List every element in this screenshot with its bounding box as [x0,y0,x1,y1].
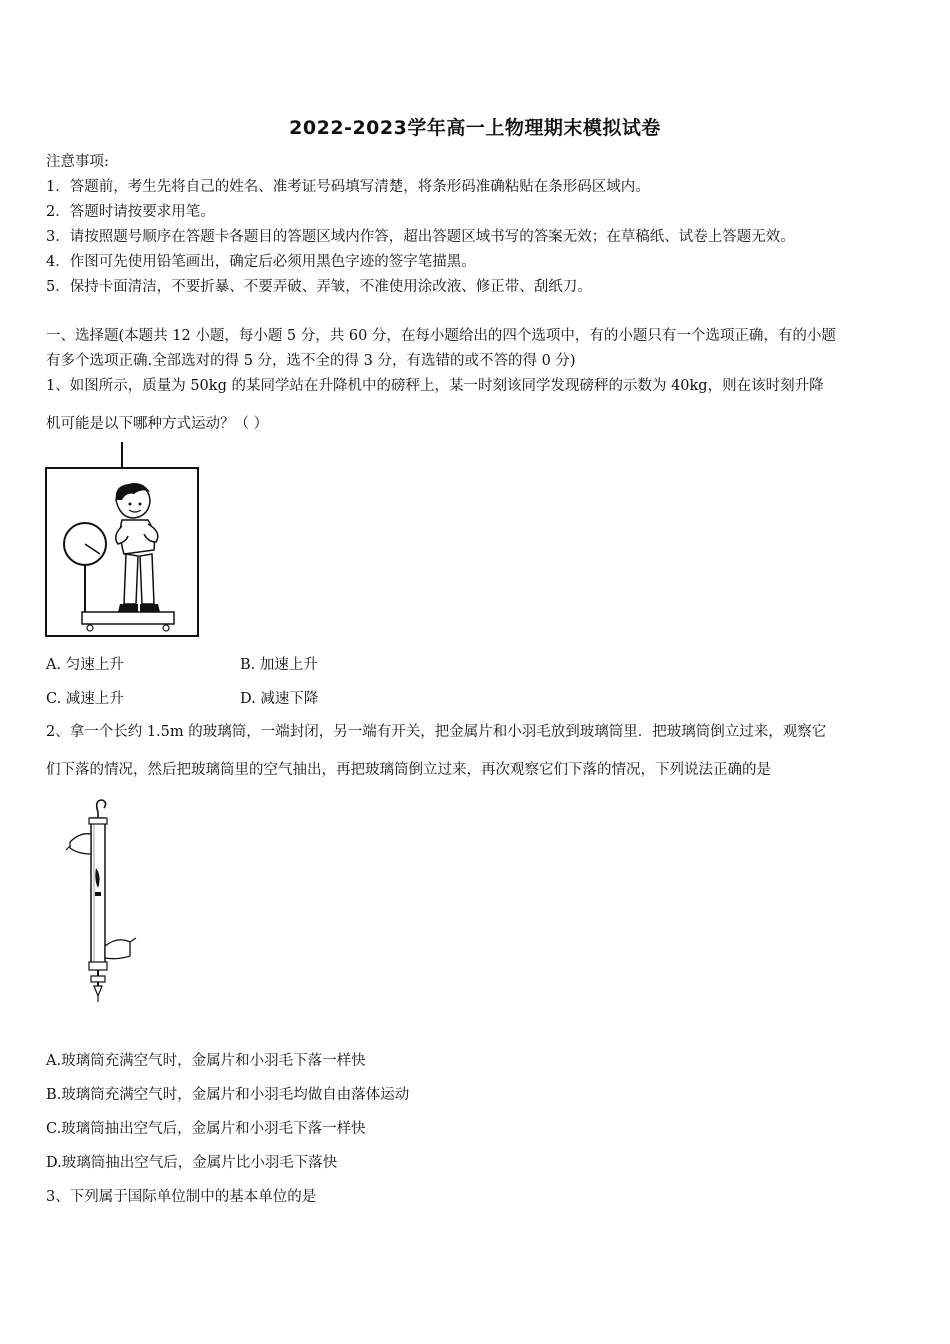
notice-item: 5．保持卡面清洁，不要折暴、不要弄破、弄皱，不准使用涂改液、修正带、刮纸刀。 [46,279,592,295]
glass-tube-figure [64,796,144,1012]
notice-item: 1．答题前，考生先将自己的姓名、准考证号码填写清楚，将条形码准确粘贴在条形码区域内。 [46,179,650,195]
question-2-text: 们下落的情况，然后把玻璃筒里的空气抽出，再把玻璃筒倒立过来，再次观察它们下落的情况，下列说法正确的是 [46,762,771,778]
q2-option-b: B.玻璃筒充满空气时，金属片和小羽毛均做自由落体运动 [46,1087,410,1103]
q2-option-a: A.玻璃筒充满空气时，金属片和小羽毛下落一样快 [46,1053,366,1069]
q1-option-d: D. 减速下降 [240,691,319,707]
question-3-text: 3、下列属于国际单位制中的基本单位的是 [46,1189,317,1205]
q1-option-a: A. 匀速上升 [46,657,124,673]
elevator-scale-figure [44,442,204,646]
question-1-text: 1、如图所示，质量为 50kg 的某同学站在升降机中的磅秤上，某一时刻该同学发现磅秤的示数为 40kg，则在该时刻升降 [46,378,824,394]
section-instructions: 有多个选项正确.全部选对的得 5 分，选不全的得 3 分，有选错的或不答的得 0 分) [46,353,576,369]
notice-item: 3．请按照题号顺序在答题卡各题目的答题区域内作答，超出答题区域书写的答案无效；在草稿纸、试卷上答题无效。 [46,229,795,245]
q1-option-b: B. 加速上升 [240,657,318,673]
notice-item: 2．答题时请按要求用笔。 [46,204,215,220]
question-2-text: 2、拿一个长约 1.5m 的玻璃筒，一端封闭，另一端有开关，把金属片和小羽毛放到玻璃筒里．把玻璃筒倒立过来，观察它 [46,724,827,740]
q2-option-c: C.玻璃筒抽出空气后，金属片和小羽毛下落一样快 [46,1121,366,1137]
q1-option-c: C. 减速上升 [46,691,124,707]
notice-item: 4．作图可先使用铅笔画出，确定后必须用黑色字迹的签字笔描黑。 [46,254,476,270]
notice-heading: 注意事项: [46,154,109,170]
q2-option-d: D.玻璃筒抽出空气后，金属片比小羽毛下落快 [46,1155,338,1171]
section-instructions: 一、选择题(本题共 12 小题，每小题 5 分，共 60 分，在每小题给出的四个选项中，有的小题只有一个选项正确，有的小题 [46,328,836,344]
page-title: 2022-2023学年高一上物理期末模拟试卷 [289,117,661,139]
question-1-text: 机可能是以下哪种方式运动？（ ） [46,416,269,432]
